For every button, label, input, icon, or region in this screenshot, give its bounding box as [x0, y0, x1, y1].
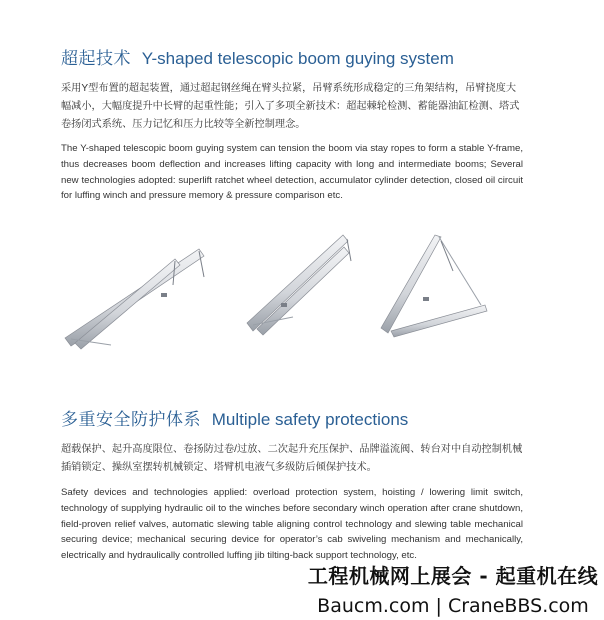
section2-paragraph-en: Safety devices and technologies applied: overload protection system, hoisting / lowering limit switch, technology of supplying hydraulic oil to the winches before secondary winch operation after crane shutdown, field-proven relief valves, automatic slewing table aligning control technology and slewing table mechanical securing device; mechanical securing device for operator’s cab swiveling mechanism and mechanically, electrically and hydraulically controlled luffing jib tilting-back support technology, etc. — [61, 487, 523, 562]
section1-paragraph-en: The Y-shaped telescopic boom guying system can tension the boom via stay ropes to form a stable Y-frame, thus decreases boom deflection and increases lifting capacity with long and intermediate booms; Several new technologies adopted: superlift ratchet wheel detection, accumulator cylinder detection, closed oil circuit for luffing winch and pressure memory & pressure comparison etc. — [61, 143, 523, 202]
watermark-line1: 工程机械网上展会 - 起重机在线 — [307, 564, 599, 588]
section2-title — [61, 405, 408, 430]
section1-paragraph-cn: 采用Y型布置的超起装置，通过超起钢丝绳在臂头拉紧，吊臂系统形成稳定的三角架结构，吊臂挠度大幅减小，大幅度提升中长臂的起重性能；引入了多项全新技术：超起棘轮检测、蓄能器油缸检测、塔式卷扬闭式系统、压力记忆和压力比较等全新控制理念。 — [61, 83, 520, 130]
watermark-line2: Baucm.com | CraneBBS.com — [317, 595, 589, 617]
section2-paragraph-cn: 超载保护、起升高度限位、卷扬防过卷/过放、二次起升充压保护、品牌溢流阀、转台对中自动控制机械插销锁定、操纵室摆转机械锁定、塔臂机电液气多级防后倾保护技术。 — [61, 444, 523, 473]
section2-title-en: Multiple safety protections — [211, 410, 409, 429]
section2-title-cn: 多重安全防护体系 — [61, 410, 201, 429]
section1-title-en: Y-shaped telescopic boom guying system — [141, 49, 454, 68]
boom-illustrations — [61, 225, 523, 375]
boom-illustration-2 — [247, 235, 351, 335]
boom-illustration-3 — [381, 235, 487, 337]
section1-title-cn: 超起技术 — [61, 49, 131, 68]
watermark — [303, 560, 603, 617]
boom-illustration-1 — [65, 249, 204, 349]
section1-title — [61, 44, 454, 69]
